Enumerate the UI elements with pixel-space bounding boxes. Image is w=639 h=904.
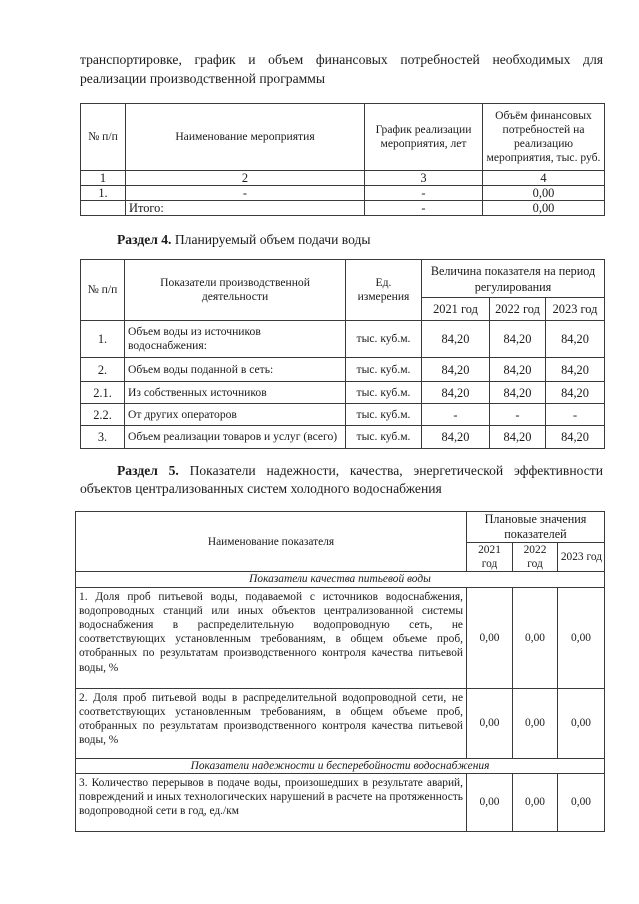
- row-value-2021: -: [422, 404, 490, 426]
- index-cell: 1: [81, 171, 126, 186]
- row-value-2022: 84,20: [490, 382, 546, 404]
- table-row: [81, 358, 605, 382]
- table-row: [81, 426, 605, 449]
- measures-table: [80, 103, 605, 216]
- header-unit: Ед. измерения: [346, 260, 422, 321]
- table-row: [81, 404, 605, 426]
- header-year-2022: 2022 год: [490, 298, 546, 321]
- table-row: [81, 382, 605, 404]
- header-schedule: График реализации мероприятия, лет: [365, 104, 483, 171]
- section-5-title-line-1: Показатели надежности, качества, энергетической эффективности: [189, 463, 603, 478]
- row-value-2022: -: [490, 404, 546, 426]
- total-schedule: -: [365, 201, 483, 216]
- total-finance: 0,00: [483, 201, 605, 216]
- header-year-2023: 2023 год: [558, 543, 605, 572]
- group-title-row: [76, 572, 605, 587]
- indicators-table: [75, 511, 605, 832]
- water-header-row-1: [81, 260, 605, 298]
- row-indicator: Из собственных источников: [125, 382, 346, 404]
- row-num: 3.: [81, 426, 125, 449]
- indicator-value-2022: 0,00: [513, 688, 558, 758]
- row-value-2023: 84,20: [546, 382, 605, 404]
- row-unit: тыс. куб.м.: [346, 382, 422, 404]
- indicator-value-2021: 0,00: [467, 773, 513, 831]
- row-value-2022: 84,20: [490, 321, 546, 358]
- indicator-value-2021: 0,00: [467, 587, 513, 688]
- row-num: 1.: [81, 321, 125, 358]
- group-title-reliability: Показатели надежности и бесперебойности водоснабжения: [76, 758, 605, 773]
- measures-index-row: [81, 171, 605, 186]
- table-row: [76, 773, 605, 831]
- header-year-2023: 2023 год: [546, 298, 605, 321]
- indicator-name: 3. Количество перерывов в подаче воды, произошедших в результате аварий, повреждений и иных технологических нарушений в расчете на протяженность водопроводной сети в год, ед./км: [76, 773, 467, 831]
- section-5-label: Раздел 5.: [117, 463, 179, 478]
- row-indicator: От других операторов: [125, 404, 346, 426]
- row-value-2021: 84,20: [422, 321, 490, 358]
- group-title-quality: Показатели качества питьевой воды: [76, 572, 605, 587]
- indicator-value-2023: 0,00: [558, 688, 605, 758]
- indicators-header-row-1: [76, 512, 605, 543]
- header-indicator: Показатели производственной деятельности: [125, 260, 346, 321]
- section-4-label: Раздел 4.: [117, 232, 172, 247]
- header-year-2021: 2021 год: [467, 543, 513, 572]
- row-num: 2.1.: [81, 382, 125, 404]
- total-label: Итого:: [126, 201, 365, 216]
- row-value-2022: 84,20: [490, 426, 546, 449]
- intro-paragraph-line-1: транспортировке, график и объем финансовых потребностей необходимых для: [80, 52, 603, 67]
- row-measure-name: -: [126, 186, 365, 201]
- header-indicator-name: Наименование показателя: [76, 512, 467, 572]
- row-num: 2.2.: [81, 404, 125, 426]
- table-row: [76, 587, 605, 688]
- row-value-2021: 84,20: [422, 358, 490, 382]
- row-value-2023: 84,20: [546, 321, 605, 358]
- header-year-2022: 2022 год: [513, 543, 558, 572]
- index-cell: 2: [126, 171, 365, 186]
- section-4-title: Планируемый объем подачи воды: [174, 232, 371, 247]
- row-value-2023: 84,20: [546, 426, 605, 449]
- total-num-empty: [81, 201, 126, 216]
- row-unit: тыс. куб.м.: [346, 321, 422, 358]
- table-row: [76, 688, 605, 758]
- indicator-value-2022: 0,00: [513, 587, 558, 688]
- header-finance: Объём финансовых потребностей на реализацию мероприятия, тыс. руб.: [483, 104, 605, 171]
- header-planned-values: Плановые значения показателей: [467, 512, 605, 543]
- index-cell: 3: [365, 171, 483, 186]
- row-value-2021: 84,20: [422, 382, 490, 404]
- header-num: № п/п: [81, 104, 126, 171]
- row-value-2023: -: [546, 404, 605, 426]
- row-indicator: Объем реализации товаров и услуг (всего): [125, 426, 346, 449]
- row-schedule: -: [365, 186, 483, 201]
- indicator-name: 2. Доля проб питьевой воды в распределительной водопроводной сети, не соответствующих установленным требованиям, в общем объеме проб, отобранных по результатам производственного контроля качества питьевой воды, %: [76, 688, 467, 758]
- measures-total-row: [81, 201, 605, 216]
- group-title-row: [76, 758, 605, 773]
- section-4-heading: [117, 231, 371, 249]
- water-supply-table: [80, 259, 605, 449]
- table-row: [81, 186, 605, 201]
- section-5-heading-line-1: [117, 462, 603, 480]
- header-num: № п/п: [81, 260, 125, 321]
- row-unit: тыс. куб.м.: [346, 358, 422, 382]
- row-unit: тыс. куб.м.: [346, 404, 422, 426]
- row-value-2022: 84,20: [490, 358, 546, 382]
- section-5-title-line-2: объектов централизованных систем холодного водоснабжения: [80, 481, 442, 496]
- indicator-value-2023: 0,00: [558, 587, 605, 688]
- row-num: 1.: [81, 186, 126, 201]
- index-cell: 4: [483, 171, 605, 186]
- indicator-value-2021: 0,00: [467, 688, 513, 758]
- indicator-name: 1. Доля проб питьевой воды, подаваемой с источников водоснабжения, водопроводных станций или иных объектов централизованной системы водоснабжения в распределительную водопроводную сеть, не соответствующих установленным требованиям, в общем объеме проб, отобранных по результатам производственного контроля качества питьевой воды, %: [76, 587, 467, 688]
- row-value-2021: 84,20: [422, 426, 490, 449]
- indicator-value-2022: 0,00: [513, 773, 558, 831]
- row-value-2023: 84,20: [546, 358, 605, 382]
- header-year-2021: 2021 год: [422, 298, 490, 321]
- table-row: [81, 321, 605, 358]
- row-unit: тыс. куб.м.: [346, 426, 422, 449]
- intro-paragraph-line-2: реализации производственной программы: [80, 71, 325, 86]
- row-finance: 0,00: [483, 186, 605, 201]
- row-indicator: Объем воды поданной в сеть:: [125, 358, 346, 382]
- row-indicator: Объем воды из источников водоснабжения:: [125, 321, 346, 358]
- row-num: 2.: [81, 358, 125, 382]
- indicator-value-2023: 0,00: [558, 773, 605, 831]
- measures-header-row: [81, 104, 605, 171]
- header-period: Величина показателя на период регулирования: [422, 260, 605, 298]
- header-measure-name: Наименование мероприятия: [126, 104, 365, 171]
